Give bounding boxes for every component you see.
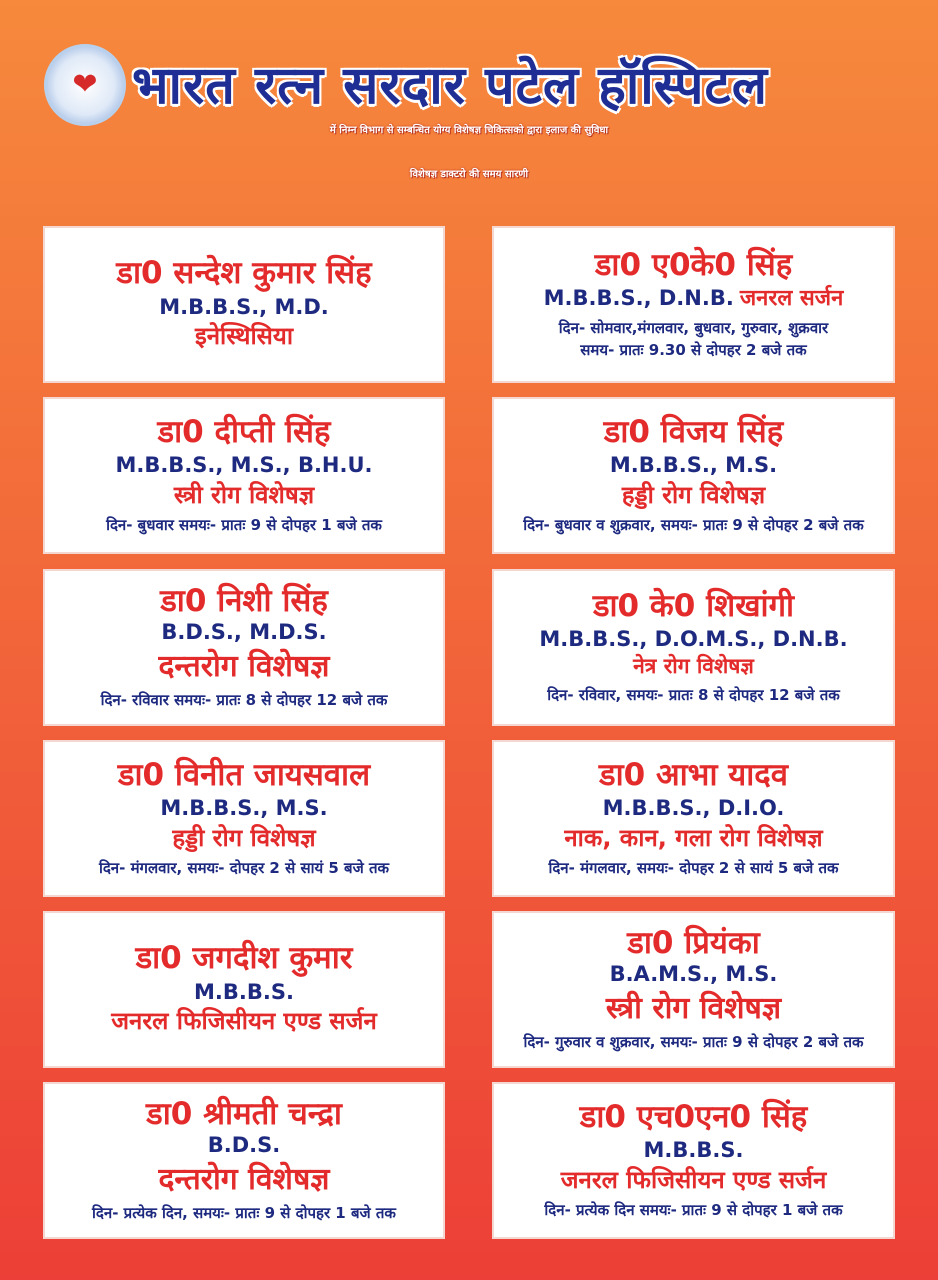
doctor-days: दिन- सोमवार,मंगलवार, बुधवार, गुरुवार, शुक्रवार <box>558 318 829 337</box>
doctor-name: डा0 श्रीमती चन्द्रा <box>146 1095 342 1132</box>
doctor-schedule: दिन- बुधवार समयः- प्रातः 9 से दोपहर 1 बजे तक <box>106 515 382 534</box>
doctor-degree: M.B.B.S., D.I.O. <box>602 796 785 821</box>
doctor-schedule: दिन- मंगलवार, समयः- दोपहर 2 से सायं 5 बजे तक <box>98 858 390 877</box>
doctor-specialty: दन्तरोग विशेषज्ञ <box>158 1161 330 1197</box>
doctor-specialty: नाक, कान, गला रोग विशेषज्ञ <box>564 823 823 852</box>
doctor-name: डा0 सन्देश कुमार सिंह <box>116 255 372 292</box>
doctor-name: डा0 एच0एन0 सिंह <box>579 1098 808 1135</box>
doctor-card <box>43 397 445 554</box>
doctor-card <box>43 1082 445 1239</box>
heart-icon: ❤ <box>72 67 98 102</box>
doctor-specialty: दन्तरोग विशेषज्ञ <box>158 648 330 684</box>
doctor-specialty: नेत्र रोग विशेषज्ञ <box>633 654 754 679</box>
doctor-name: डा0 दीप्ती सिंह <box>157 413 331 450</box>
doctor-degree: M.B.B.S. <box>643 1138 744 1163</box>
doctor-name: डा0 विजय सिंह <box>603 413 784 450</box>
doctor-specialty: जनरल सर्जन <box>739 286 844 312</box>
doctor-specialty: हड्डी रोग विशेषज्ञ <box>621 480 766 509</box>
doctor-card <box>492 569 895 726</box>
doctor-degree: M.B.B.S., D.O.M.S., D.N.B. <box>539 627 848 652</box>
doctor-degree <box>544 285 844 314</box>
doctor-name: डा0 निशी सिंह <box>160 582 328 619</box>
hospital-logo-icon <box>44 44 126 126</box>
doctor-card <box>43 569 445 726</box>
doctor-card <box>492 226 895 383</box>
doctor-degree: M.B.B.S., M.D. <box>159 295 329 320</box>
hospital-title: भारत रत्न सरदार पटेल हॉस्पिटल <box>132 56 768 116</box>
doctor-degree: M.B.B.S., M.S. <box>609 453 778 478</box>
doctor-specialty: जनरल फिजिसीयन एण्ड सर्जन <box>111 1007 377 1036</box>
doctor-specialty: जनरल फिजिसीयन एण्ड सर्जन <box>560 1165 827 1194</box>
doctor-degree: M.B.B.S., M.S. <box>160 796 328 821</box>
doctor-schedule: दिन- रविवार समयः- प्रातः 8 से दोपहर 12 बजे तक <box>100 690 388 709</box>
doctor-card <box>43 226 445 383</box>
doctor-degree: B.D.S., M.D.S. <box>161 620 327 645</box>
doctor-card <box>43 740 445 897</box>
doctor-schedule: दिन- प्रत्येक दिन, समयः- प्रातः 9 से दोपहर 1 बजे तक <box>92 1203 396 1222</box>
doctor-schedule: दिन- प्रत्येक दिन समयः- प्रातः 9 से दोपहर 1 बजे तक <box>544 1200 843 1219</box>
schedule-heading: विशेषज्ञ डाक्टरो की समय सारणी <box>409 169 529 180</box>
doctor-specialty: इनेस्थिसिया <box>194 322 294 351</box>
poster-header <box>0 0 938 220</box>
doctor-name: डा0 आभा यादव <box>599 756 788 793</box>
doctor-name: डा0 जगदीश कुमार <box>135 940 353 977</box>
doctor-degree: M.B.B.S. <box>194 980 294 1005</box>
doctor-schedule: दिन- मंगलवार, समयः- दोपहर 2 से सायं 5 बजे तक <box>548 858 839 877</box>
doctor-degree: B.D.S. <box>207 1133 281 1158</box>
doctor-card <box>492 1082 895 1239</box>
doctor-degree: M.B.B.S., M.S., B.H.U. <box>115 453 373 478</box>
doctor-degree-text: M.B.B.S., D.N.B. <box>543 286 734 311</box>
doctor-name: डा0 विनीत जायसवाल <box>117 756 371 793</box>
doctor-schedule: दिन- रविवार, समयः- प्रातः 8 से दोपहर 12 बजे तक <box>547 685 840 704</box>
doctor-specialty: स्त्री रोग विशेषज्ञ <box>605 990 782 1026</box>
doctor-schedule: दिन- गुरुवार व शुक्रवार, समयः- प्रातः 9 से दोपहर 2 बजे तक <box>523 1032 864 1051</box>
doctor-card <box>492 911 895 1068</box>
doctor-card <box>43 911 445 1068</box>
doctor-degree: B.A.M.S., M.S. <box>609 962 778 987</box>
doctor-card <box>492 740 895 897</box>
doctor-specialty: स्त्री रोग विशेषज्ञ <box>173 480 315 509</box>
doctor-schedule: दिन- बुधवार व शुक्रवार, समयः- प्रातः 9 से दोपहर 2 बजे तक <box>523 515 864 534</box>
doctor-time: समय- प्रातः 9.30 से दोपहर 2 बजे तक <box>580 340 807 359</box>
doctor-specialty: हड्डी रोग विशेषज्ञ <box>172 823 316 852</box>
doctor-card <box>492 397 895 554</box>
doctor-name: डा0 के0 शिखांगी <box>592 587 795 624</box>
doctor-name: डा0 ए0के0 सिंह <box>594 246 793 283</box>
facility-subtitle: में निम्न विभाग से सम्बन्धित योग्य विशेषज्ञ चिकित्सको द्वारा इलाज की सुविधा <box>329 125 609 136</box>
doctor-name: डा0 प्रियंका <box>627 924 760 961</box>
